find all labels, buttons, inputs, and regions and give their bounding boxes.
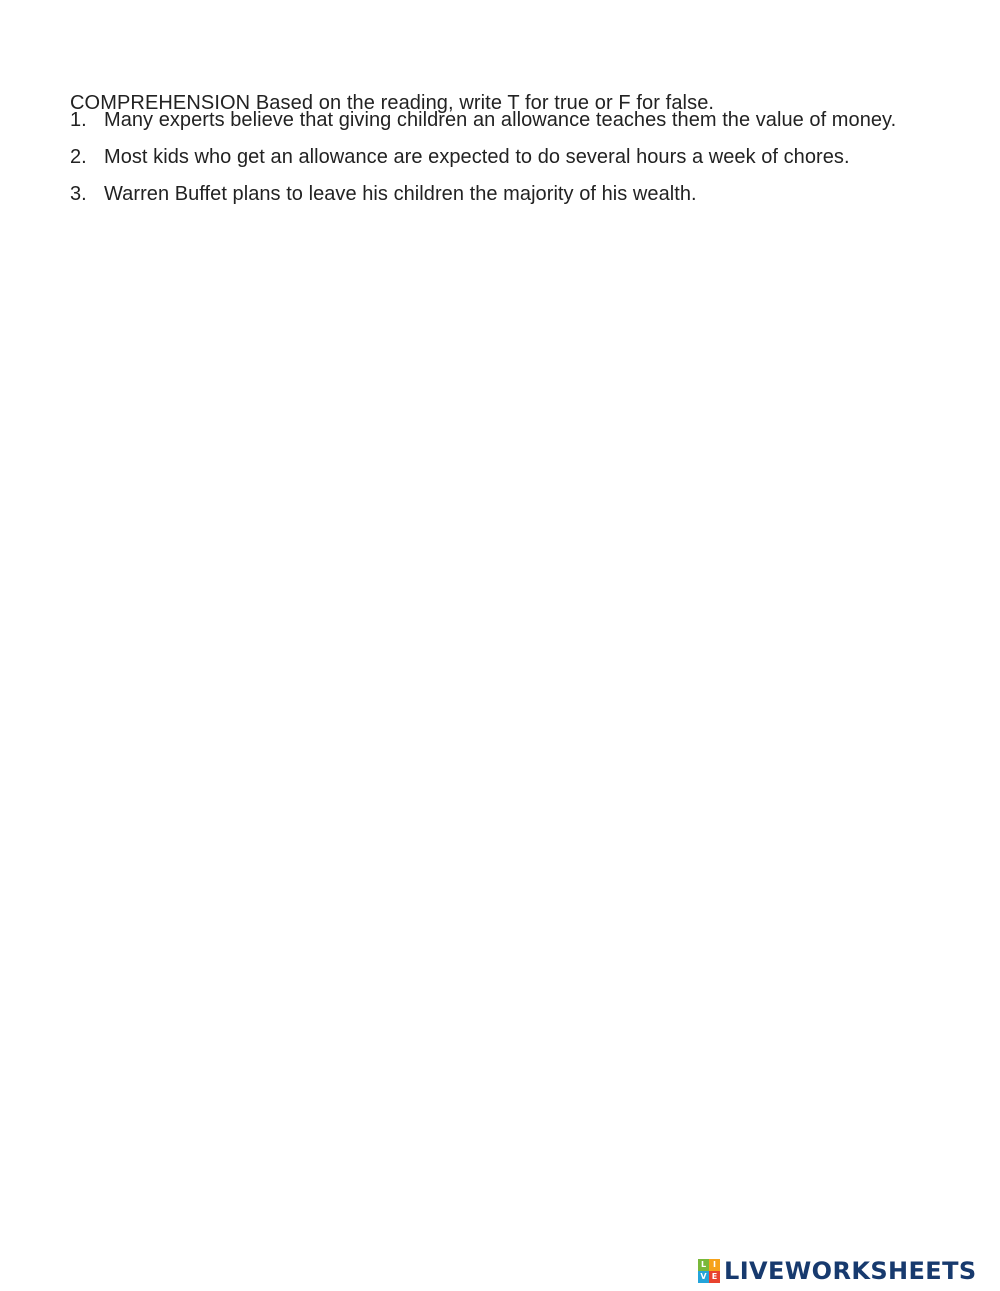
question-2 <box>70 145 990 169</box>
liveworksheets-logo <box>698 1256 994 1286</box>
logo-letter-v: V <box>698 1271 709 1283</box>
question-number: 1. <box>70 109 87 131</box>
liveworksheets-wordmark: LIVEWORKSHEETS <box>724 1257 977 1285</box>
question-3 <box>70 182 990 206</box>
logo-letter-e: E <box>709 1271 720 1283</box>
question-number: 2. <box>70 146 87 168</box>
question-text: Many experts believe that giving children an allowance teaches them the value of money. <box>104 109 897 131</box>
question-number: 3. <box>70 183 87 205</box>
true-false-question-list <box>70 108 990 219</box>
liveworksheets-logo-icon <box>698 1259 720 1283</box>
comprehension-instructions: COMPREHENSION Based on the reading, write T for true or F for false. <box>70 92 715 114</box>
logo-letter-l: L <box>698 1259 709 1271</box>
question-1 <box>70 108 990 132</box>
question-text: Most kids who get an allowance are expected to do several hours a week of chores. <box>104 146 850 168</box>
logo-letter-i: I <box>709 1259 720 1271</box>
question-text: Warren Buffet plans to leave his children the majority of his wealth. <box>104 183 697 205</box>
